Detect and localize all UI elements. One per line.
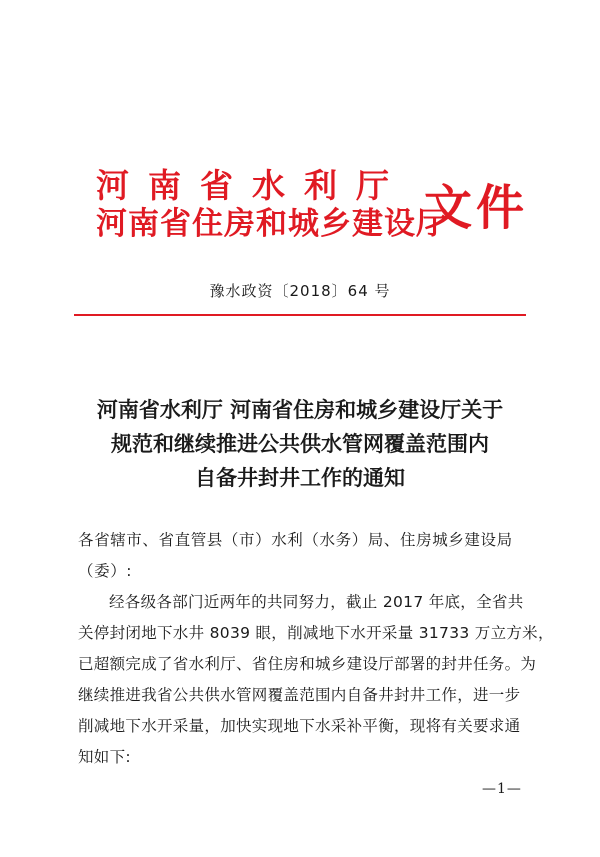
body-line: 削减地下水开采量，加快实现地下水采补平衡，现将有关要求通 [78, 717, 521, 735]
document-number: 豫水政资〔2018〕64 号 [209, 282, 391, 300]
body-line: 关停封闭地下水井 8039 眼，削减地下水开采量 31733 万立方米， [78, 624, 554, 642]
issuing-organizations [96, 168, 448, 242]
body-line: 已超额完成了省水利厅、省住房和城乡建设厅部署的封井任务。为 [78, 655, 537, 673]
title-line: 自备井封井工作的通知 [195, 466, 405, 490]
body-line: 继续推进我省公共供水管网覆盖范围内自备井封井工作，进一步 [78, 686, 521, 704]
red-divider [74, 314, 526, 316]
body-line: 经各级各部门近两年的共同努力，截止 2017 年底，全省共 [109, 593, 524, 611]
org-line-1: 河南省水利厅 [96, 166, 408, 205]
salutation: 各省辖市、省直管县（市）水利（水务）局、住房城乡建设局（委）: [78, 531, 513, 580]
body-paragraph [78, 587, 554, 773]
document-header [96, 168, 536, 248]
page-number: —1— [482, 781, 522, 797]
org-line-2: 河南省住房和城乡建设厅 [96, 206, 448, 242]
title-line: 河南省水利厅 河南省住房和城乡建设厅关于 [96, 398, 504, 422]
doc-type-label: 文件 [424, 180, 529, 236]
document-title [0, 393, 600, 495]
title-line: 规范和继续推进公共供水管网覆盖范围内 [111, 432, 489, 456]
body-line: 知如下: [78, 748, 131, 766]
